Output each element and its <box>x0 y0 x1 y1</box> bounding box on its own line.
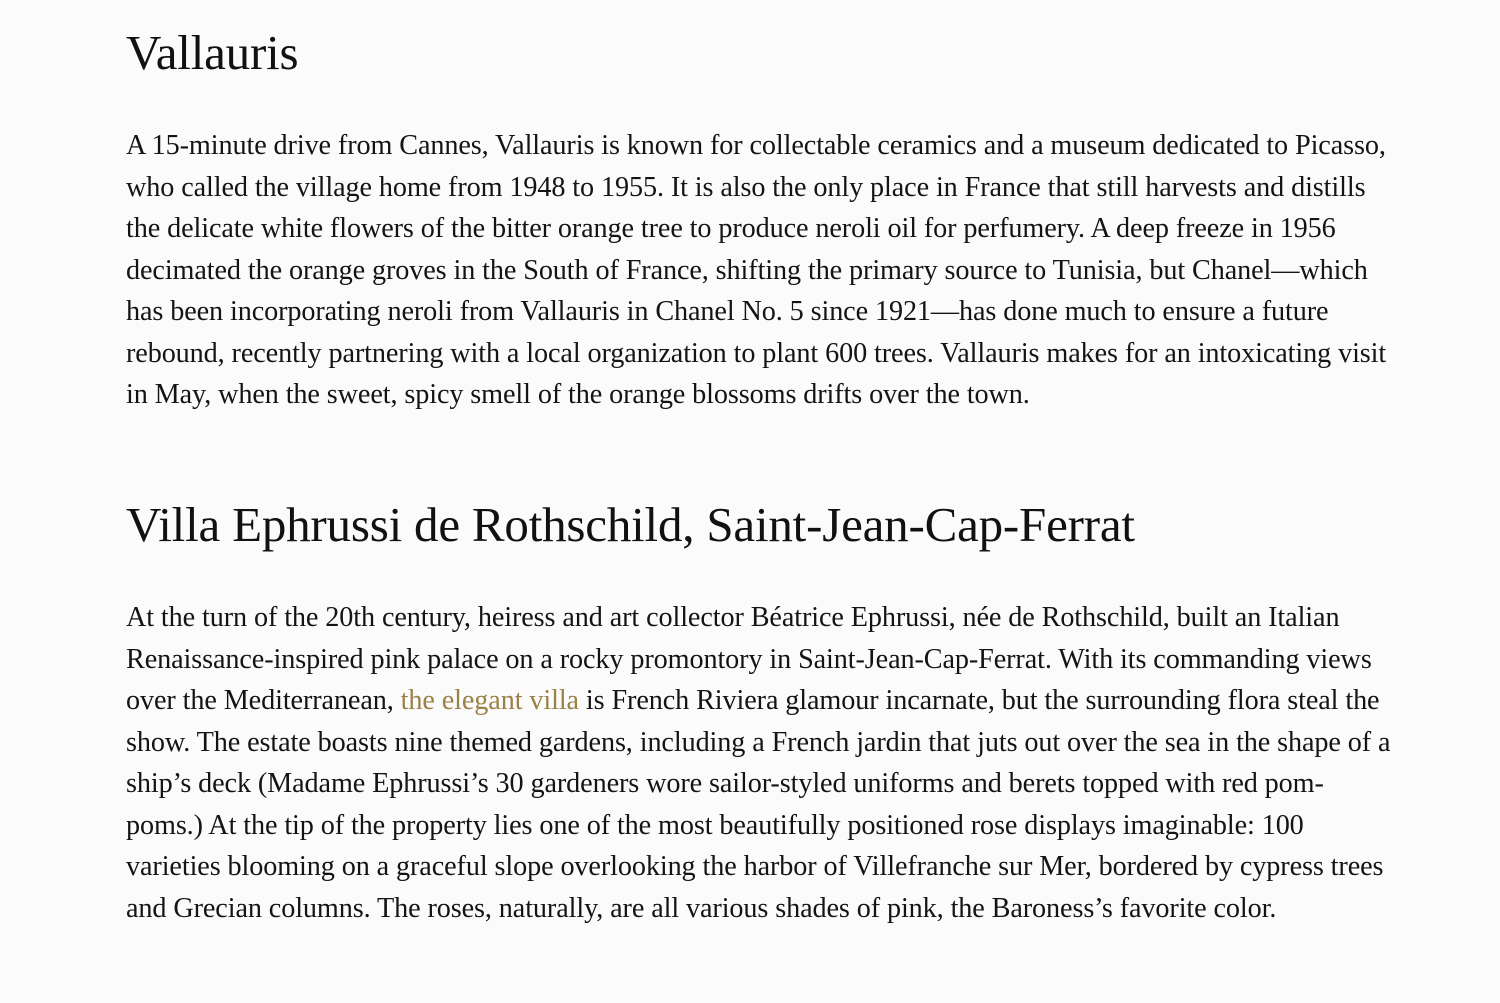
section-paragraph-vallauris: A 15-minute drive from Cannes, Vallauris is known for collectable ceramics and a museum dedicated to Picasso, who called the village home from 1948 to 1955. It is also the only place in France that still harvests and distills the delicate white flowers of the bitter orange tree to produce neroli oil for perfumery. A deep freeze in 1956 decimated the orange groves in the South of France, shifting the primary source to Tunisia, but Chanel—which has been incorporating neroli from Vallauris in Chanel No. 5 since 1921—has done much to ensure a future rebound, recently partnering with a local organization to plant 600 trees. Vallauris makes for an intoxicating visit in May, when the sweet, spicy smell of the orange blossoms drifts over the town. <box>126 130 1387 410</box>
paragraph-text-after-link: is French Riviera glamour incarnate, but the surrounding flora steal the show. The estate boasts nine themed gardens, including a French jardin that juts out over the sea in the shape of a ship’s deck (Madame Ephrussi’s 30 gardeners wore sailor-styled uniforms and berets topped with red pom-poms.) At the tip of the property lies one of the most beautifully positioned rose displays imaginable: 100 varieties blooming on a graceful slope overlooking the harbor of Villefranche sur Mer, bordered by cypress trees and Grecian columns. The roses, naturally, are all various shades of pink, the Baroness’s favorite color. <box>126 685 1391 924</box>
elegant-villa-link[interactable]: the elegant villa <box>400 685 579 716</box>
section-heading-villa-ephrussi: Villa Ephrussi de Rothschild, Saint-Jean-Cap-Ferrat <box>126 497 1135 552</box>
paragraph-text-before-link: At the turn of the 20th century, heiress and art collector Béatrice Ephrussi, née de Rothschild, built an Italian Renaissance-inspired pink palace on a rocky promontory in Saint-Jean-Cap-Ferrat. With its commanding views over the Mediterranean, <box>126 602 1372 716</box>
section-vallauris <box>126 24 1396 416</box>
section-paragraph-villa-ephrussi <box>126 597 1396 929</box>
section-villa-ephrussi <box>126 496 1396 929</box>
section-heading-vallauris: Vallauris <box>126 25 299 80</box>
